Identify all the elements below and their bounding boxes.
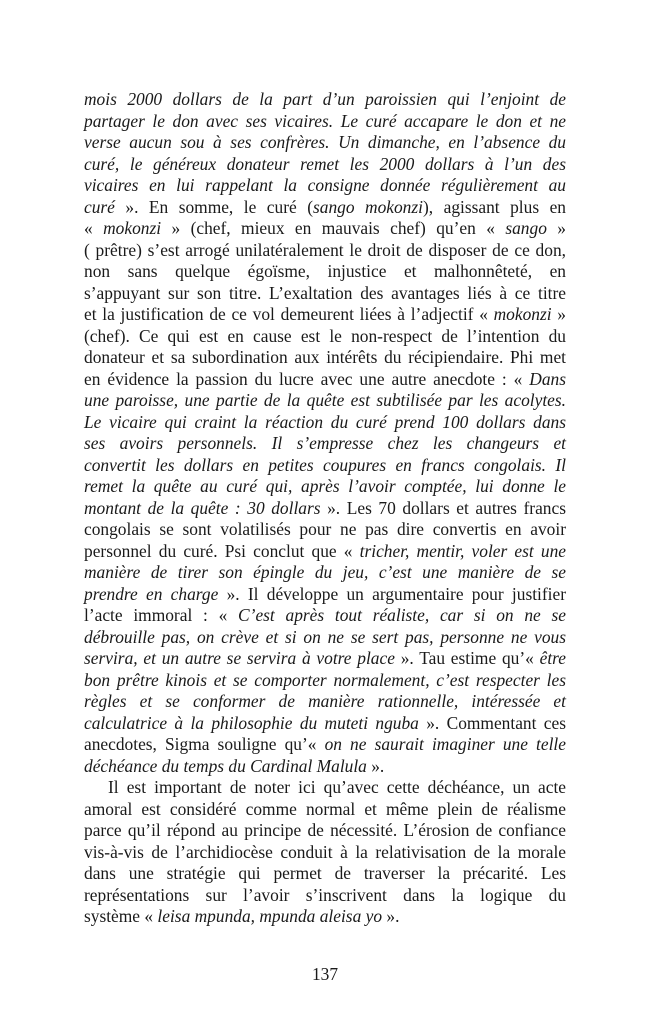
text-line (84, 283, 566, 305)
text-line (84, 605, 566, 627)
italic-run: règles et se conformer de manière rationnelle, intéressée et (84, 691, 566, 711)
roman-run: ». (382, 906, 400, 926)
text-line (84, 584, 566, 606)
italic-run: sango mokonzi (312, 196, 423, 217)
text-line (84, 541, 566, 563)
italic-run: C’est après tout réaliste, car si on ne se (238, 605, 566, 625)
roman-run: anecdotes, Sigma souligne qu’« (84, 734, 325, 754)
roman-run: donateur et sa subordination aux intérêts du récipiendaire. Phi met (84, 347, 566, 367)
text-line (84, 885, 566, 907)
text-line (84, 326, 566, 348)
italic-run: verse aucun sou à ses confrères. Un dimanche, en l’absence du (84, 132, 566, 152)
italic-run: remet la quête au curé qui, après l’avoir comptée, lui donne le (84, 476, 566, 496)
italic-run: mokonzi (103, 218, 162, 238)
text-line (84, 390, 566, 412)
text-line (84, 562, 566, 584)
text-line (84, 691, 566, 713)
text-line (84, 175, 566, 197)
italic-run: curé, le généreux donateur remet les 2000 dollars à l’un des (84, 153, 566, 174)
roman-run: ». Il développe un argumentaire pour justifier (218, 583, 567, 604)
italic-run: prendre en charge (84, 583, 219, 604)
roman-run: système « (84, 906, 158, 926)
italic-run: montant de la quête : 30 dollars (84, 497, 321, 518)
roman-run: dans une stratégie qui permet de traverser la précarité. Les (84, 863, 566, 883)
italic-run: convertit les dollars en petites coupures en francs congolais. Il (84, 454, 566, 475)
text-line (84, 111, 566, 133)
text-line (84, 648, 566, 670)
text-line (84, 132, 566, 154)
text-line (84, 670, 566, 692)
roman-run: ». Commentant ces (418, 712, 566, 733)
roman-run: s’appuyant sur son titre. L’exaltation des avantages liés à ce titre (84, 282, 566, 303)
text-line (84, 756, 566, 778)
roman-run: ». En somme, le curé ( (114, 196, 313, 217)
italic-run: curé (84, 196, 115, 217)
text-line (84, 863, 566, 885)
body-text (84, 89, 566, 928)
roman-run: représentations sur l’avoir s’inscrivent dans la logique du (84, 884, 566, 905)
italic-run: ses avoirs personnels. Il s’empresse chez les changeurs et (84, 433, 566, 453)
italic-run: servira, et un autre se servira à votre place (84, 648, 395, 668)
italic-run: déchéance du temps du Cardinal Malula (84, 755, 367, 776)
italic-run: mokonzi (493, 304, 552, 324)
text-line (84, 734, 566, 756)
paragraph (84, 89, 566, 777)
text-line (84, 240, 566, 262)
italic-run: calculatrice à la philosophie du muteti nguba (84, 712, 419, 733)
roman-run: congolais se sont volatilisés pour ne pas dire convertis en avoir (84, 519, 566, 539)
text-line (84, 519, 566, 541)
text-line (84, 906, 566, 928)
roman-run: ». Les 70 dollars et autres francs (320, 497, 566, 518)
roman-run: » (546, 218, 567, 238)
text-line (84, 799, 566, 821)
text-line (84, 197, 566, 219)
page-number: 137 (311, 964, 339, 984)
roman-run: » (chef, mieux en mauvais chef) qu’en « (161, 218, 506, 238)
italic-run: Dans (529, 368, 566, 389)
roman-run: et la justification de ce vol demeurent liées à l’adjectif « (84, 304, 494, 324)
italic-run: Le vicaire qui craint la réaction du curé prend 100 dollars dans (84, 411, 566, 432)
text-line (84, 777, 566, 799)
text-line (84, 820, 566, 842)
roman-run: ». Tau estime qu’« (394, 648, 540, 668)
roman-run: » (551, 304, 566, 324)
italic-run: vicaires en lui rappelant la consigne donnée régulièrement au (84, 175, 566, 195)
text-line (84, 218, 566, 240)
paragraph (84, 777, 566, 928)
italic-run: débrouille pas, on crève et si on ne se sert pas, personne ne vous (84, 626, 566, 647)
text-line (84, 498, 566, 520)
text-line (84, 476, 566, 498)
roman-run: non sans quelque égoïsme, injustice et malhonnêteté, en (84, 261, 566, 281)
italic-run: partager le don avec ses vicaires. Le curé accapare le don et ne (84, 110, 566, 131)
text-line (84, 304, 566, 326)
roman-run: personnel du curé. Psi conclut que « (84, 540, 360, 561)
italic-run: sango (505, 218, 547, 238)
text-line (84, 369, 566, 391)
roman-run: parce qu’il répond au principe de nécessité. L’érosion de confiance (84, 820, 566, 840)
italic-run: on ne saurait imaginer une telle (324, 734, 566, 754)
roman-run: « (84, 218, 104, 238)
roman-run: l’acte immoral : « (84, 605, 239, 625)
text-line (84, 261, 566, 283)
italic-run: tricher, mentir, voler est une (359, 540, 567, 561)
text-line (84, 89, 566, 111)
roman-run: Il est important de noter ici qu’avec cette déchéance, un acte (108, 777, 566, 797)
text-line (84, 455, 566, 477)
text-line (84, 347, 566, 369)
roman-run: ». (366, 755, 385, 776)
roman-run: (chef). Ce qui est en cause est le non-respect de l’intention du (84, 325, 566, 346)
italic-run: leisa mpunda, mpunda aleisa yo (157, 906, 383, 926)
italic-run: mois 2000 dollars de la part d’un paroissien qui l’enjoint de (84, 89, 566, 109)
roman-run: amoral est considéré comme normal et même plein de réalisme (84, 798, 566, 819)
italic-run: bon prêtre kinois et se comporter normalement, c’est respecter les (84, 669, 566, 690)
italic-run: être (539, 648, 566, 668)
italic-run: manière de tirer son épingle du jeu, c’est une manière de se (84, 562, 566, 582)
roman-run: en évidence la passion du lucre avec une autre anecdote : « (84, 368, 530, 389)
roman-run: vis-à-vis de l’archidiocèse conduit à la relativisation de la morale (84, 841, 566, 862)
text-line (84, 154, 566, 176)
text-line (84, 713, 566, 735)
text-line (84, 412, 566, 434)
text-line (84, 627, 566, 649)
text-line (84, 842, 566, 864)
italic-run: une paroisse, une partie de la quête est subtilisée par les acolytes. (84, 390, 566, 410)
roman-run: ), agissant plus en (422, 196, 566, 217)
roman-run: ( prêtre) s’est arrogé unilatéralement le droit de disposer de ce don, (84, 239, 566, 260)
text-line (84, 433, 566, 455)
